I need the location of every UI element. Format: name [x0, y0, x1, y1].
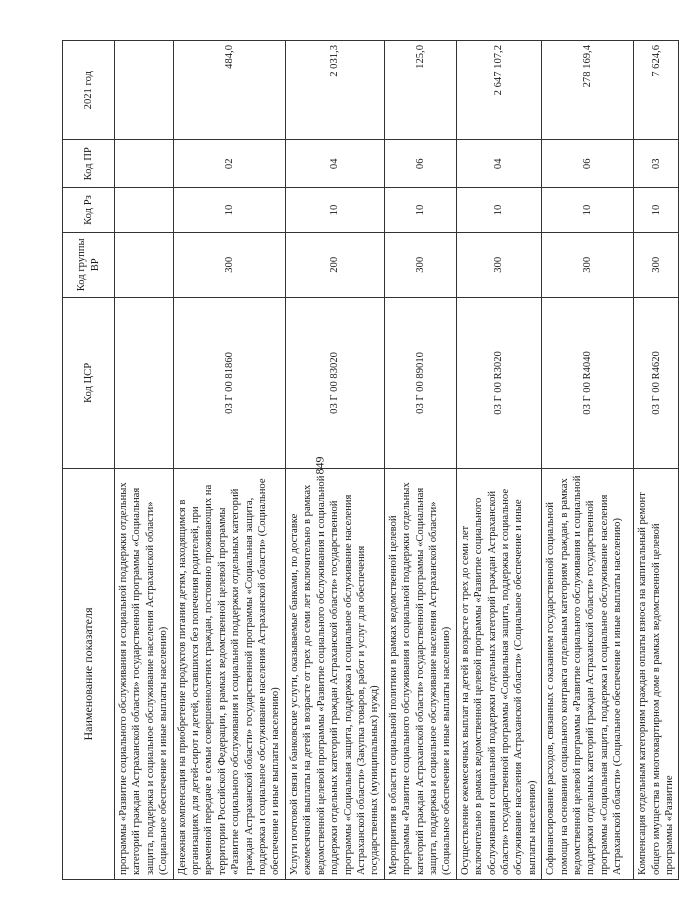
row-csr: 03 Г 00 81860 [173, 297, 285, 468]
row-pr: 02 [173, 140, 285, 188]
row-pr: 04 [285, 140, 384, 188]
header-vr: Код группы ВР [63, 232, 115, 297]
row-rz: 10 [634, 188, 679, 233]
row-rz: 10 [456, 188, 541, 233]
row-csr: 03 Г 00 R4040 [542, 297, 634, 468]
row-vr: 300 [456, 232, 541, 297]
row-pr: 06 [542, 140, 634, 188]
row-csr: 03 Г 00 R4620 [634, 297, 679, 468]
header-year: 2021 год [63, 41, 115, 140]
table-row [456, 41, 541, 880]
row-vr: 300 [542, 232, 634, 297]
table-header-row [63, 41, 115, 880]
row-name: Осуществление ежемесячных выплат на детей в возрасте от трех до семи лет включительно в рамках ведомственной целевой программы «Развитие социального обслуживания и социальной поддержки отдельных категорий граждан Астраханской области» государственной программы «Социальная защита, поддержка и социальное обслуживание населения Астраханской области» (Социальное обеспечение и иные выплаты населению) [456, 469, 541, 880]
row-vr: 300 [384, 232, 456, 297]
row-year: 125,0 [384, 41, 456, 140]
row-name: Мероприятия в области социальной политики в рамках ведомственной целевой программы «Развитие социального обслуживания и социальной поддержки отдельных категорий граждан Астраханской области» государственной программы «Социальная защита, поддержка и социальное обслуживание населения Астраханской области» (Социальное обеспечение и иные выплаты населению) [384, 469, 456, 880]
row-csr: 03 Г 00 83020 [285, 297, 384, 468]
row-csr: 03 Г 00 89010 [384, 297, 456, 468]
header-csr: Код ЦСР [63, 297, 115, 468]
row-vr: 200 [285, 232, 384, 297]
row-pr: 06 [384, 140, 456, 188]
row-vr: 300 [634, 232, 679, 297]
row-csr [115, 297, 174, 468]
header-rz: Код Рз [63, 188, 115, 233]
row-rz [115, 188, 174, 233]
table-row [285, 41, 384, 880]
row-pr [115, 140, 174, 188]
table-row [542, 41, 634, 880]
table-row [384, 41, 456, 880]
row-year [115, 41, 174, 140]
row-name: программы «Развитие социального обслуживания и социальной поддержки отдельных категорий граждан Астраханской области» государственной программы «Социальная защита, поддержка и социальное обслуживание населения Астраханской области» (Социальное обеспечение и иные выплаты населению) [115, 469, 174, 880]
table-row [173, 41, 285, 880]
row-name: Компенсация отдельным категориям граждан оплаты взноса на капитальный ремонт общего имущества в многоквартирном доме в рамках ведомственной целевой программы «Развитие [634, 469, 679, 880]
row-year: 484,0 [173, 41, 285, 140]
table-row [634, 41, 679, 880]
page-number: 849 [312, 456, 327, 475]
row-rz: 10 [384, 188, 456, 233]
row-year: 7 624,6 [634, 41, 679, 140]
row-name: Услуги почтовой связи и банковские услуги, оказываемые банками, по доставке ежемесячной выплаты на детей в возрасте от трех до семи лет включительно в рамках ведомственной целевой программы «Развитие социального обслуживания и социальной поддержки отдельных категорий граждан Астраханской области» государственной программы «Социальная защита, поддержка и социальное обслуживание населения Астраханской области» (Закупка товаров, работ и услуг для обеспечения государственных (муниципальных) нужд) [285, 469, 384, 880]
budget-table [62, 40, 679, 880]
row-rz: 10 [542, 188, 634, 233]
row-year: 278 169,4 [542, 41, 634, 140]
row-vr [115, 232, 174, 297]
row-pr: 04 [456, 140, 541, 188]
row-csr: 03 Г 00 R3020 [456, 297, 541, 468]
row-name: Денежная компенсация на приобретение продуктов питания детям, находящимся в организациях для детей-сирот и детей, оставшихся без попечения родителей, при временной передаче в семьи совершеннолетних граждан, постоянно проживающих на территории Российской Федерации, в рамках ведомственной целевой программы «Развитие социального обслуживания и социальной поддержки отдельных категорий граждан Астраханской области» государственной программы «Социальная защита, поддержка и социальное обслуживание населения Астраханской области» (Социальное обеспечение и иные выплаты населению) [173, 469, 285, 880]
row-rz: 10 [285, 188, 384, 233]
header-pr: Код ПР [63, 140, 115, 188]
rotated-page-content [62, 40, 675, 880]
row-year: 2 647 107,2 [456, 41, 541, 140]
table-row [115, 41, 174, 880]
row-pr: 03 [634, 140, 679, 188]
header-name: Наименование показателя [63, 469, 115, 880]
row-year: 2 031,3 [285, 41, 384, 140]
row-name: Софинансирование расходов, связанных с оказанием государственной социальной помощи на основании социального контракта отдельным категориям граждан, в рамках ведомственной целевой программы «Развитие социального обслуживания и социальной поддержки отдельных категорий граждан Астраханской области» государственной программы «Социальная защита, поддержка и социальное обслуживание населения Астраханской области» (Социальное обеспечение и иные выплаты населению) [542, 469, 634, 880]
row-rz: 10 [173, 188, 285, 233]
row-vr: 300 [173, 232, 285, 297]
